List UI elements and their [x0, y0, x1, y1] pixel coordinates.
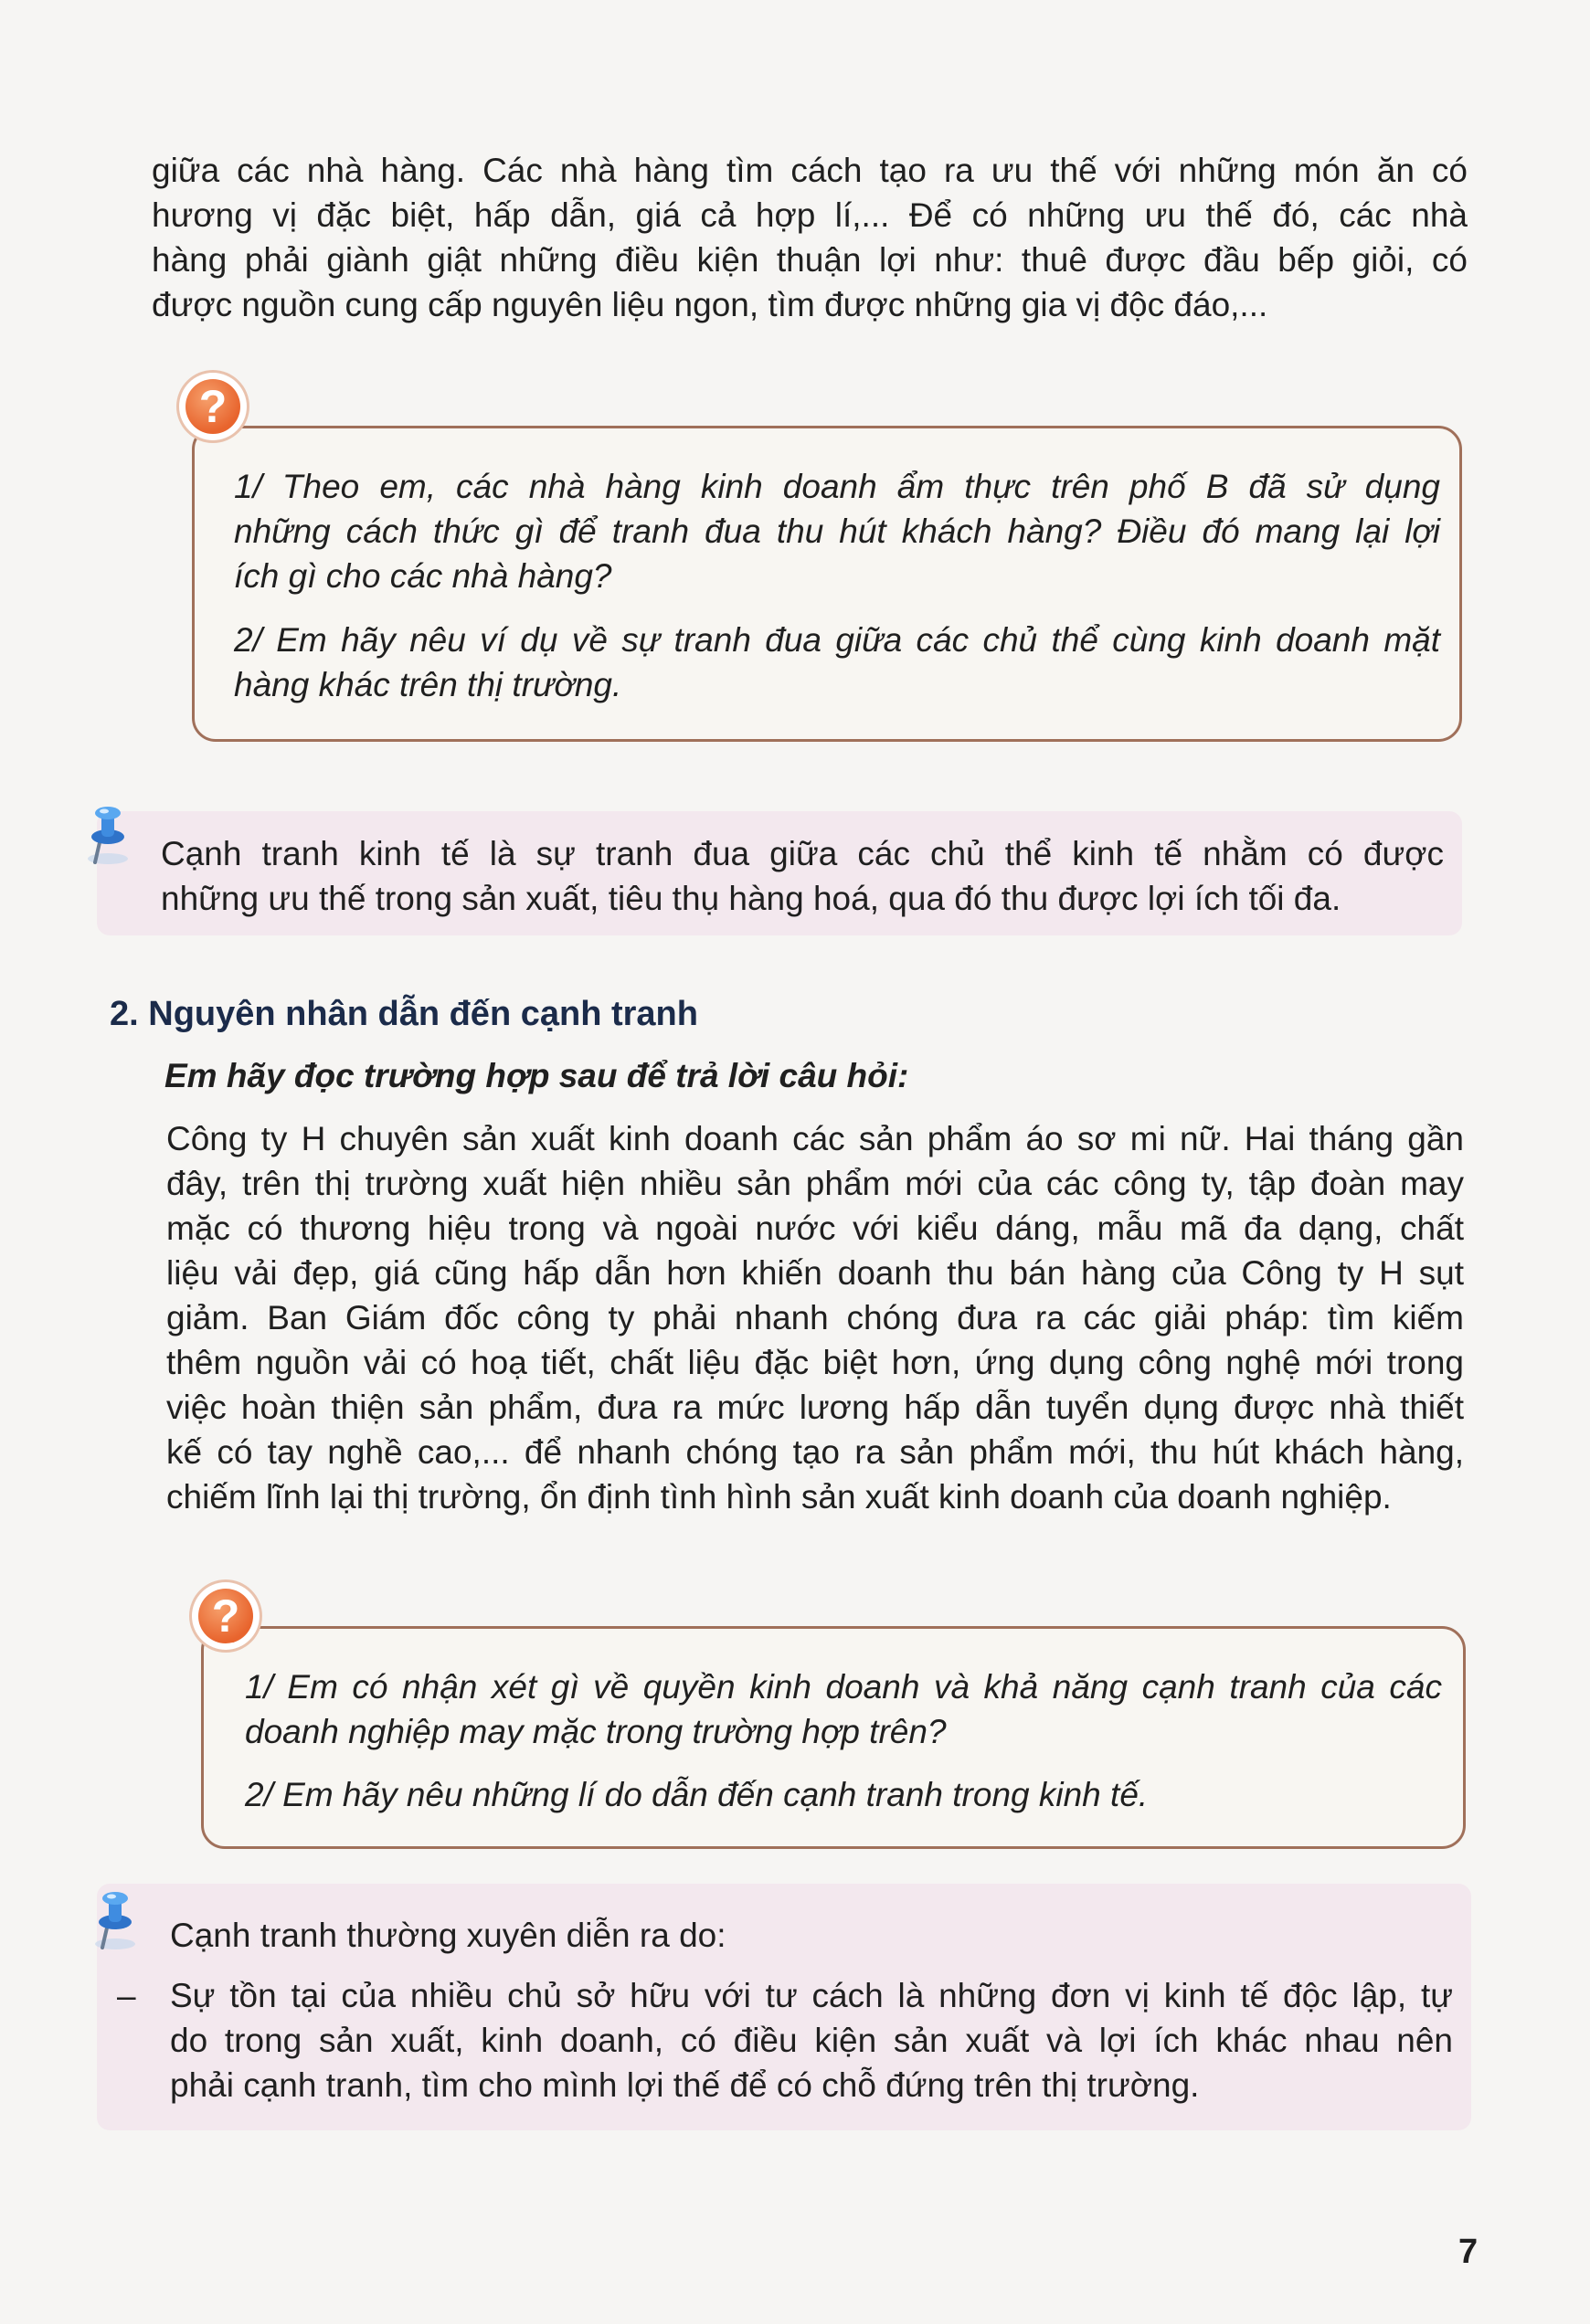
summary-line: Cạnh tranh kinh tế là sự tranh đua giữa các chủ thể kinh tế nhằm có được [161, 835, 1444, 872]
question-2-1-text [245, 1664, 1442, 1754]
page-number: 7 [1458, 2233, 1479, 2271]
bullet-line: do trong sản xuất, kinh doanh, có điều kiện sản xuất và lợi ích khác nhau nên [170, 2022, 1453, 2059]
question-line: những cách thức gì để tranh đua thu hút khách hàng? Điều đó mang lại lợi [234, 512, 1440, 550]
case-line: đây, trên thị trường xuất hiện nhiều sản phẩm mới của các công ty, tập đoàn may [166, 1165, 1464, 1202]
section-heading: 2. Nguyên nhân dẫn đến cạnh tranh [110, 995, 698, 1033]
question-line: 2/ Em hãy nêu ví dụ về sự tranh đua giữa các chủ thể cùng kinh doanh mặt [234, 621, 1440, 659]
case-line: kế có tay nghề cao,... để nhanh chóng tạo ra sản phẩm mới, thu hút khách hàng, [166, 1433, 1464, 1471]
question-mark-icon [179, 373, 247, 440]
question-line: doanh nghiệp may mặc trong trường hợp trên? [245, 1713, 947, 1750]
question-2-text [234, 618, 1440, 707]
intro-line: hương vị đặc biệt, hấp dẫn, giá cả hợp lí,... Để có những ưu thế đó, các nhà [152, 196, 1468, 234]
case-line: Công ty H chuyên sản xuất kinh doanh các sản phẩm áo sơ mi nữ. Hai tháng gần [166, 1120, 1464, 1157]
question-line: 1/ Em có nhận xét gì về quyền kinh doanh và khả năng cạnh tranh của các [245, 1668, 1442, 1706]
question-mark-symbol: ? [186, 379, 240, 434]
question-mark-symbol: ? [198, 1589, 253, 1643]
question-line: 2/ Em hãy nêu những lí do dẫn đến cạnh tranh trong kinh tế. [245, 1776, 1149, 1813]
question-line: 1/ Theo em, các nhà hàng kinh doanh ẩm thực trên phố B đã sử dụng [234, 468, 1440, 505]
case-line: thêm nguồn vải có hoạ tiết, chất liệu đặc biệt hơn, ứng dụng công nghệ mới trong [166, 1344, 1464, 1381]
question-line: hàng khác trên thị trường. [234, 666, 622, 703]
case-line: việc hoàn thiện sản phẩm, đưa ra mức lương hấp dẫn tuyển dụng được nhà thiết [166, 1389, 1464, 1426]
pushpin-icon [80, 802, 132, 868]
question-mark-icon [192, 1582, 260, 1650]
summary-1-text [161, 831, 1444, 921]
pushpin-icon [88, 1887, 139, 1953]
question-line: ích gì cho các nhà hàng? [234, 557, 612, 595]
question-2-2-text [245, 1772, 1442, 1817]
bullet-line: Sự tồn tại của nhiều chủ sở hữu với tư cách là những đơn vị kinh tế độc lập, tự [170, 1977, 1453, 2014]
question-1-text [234, 464, 1440, 598]
intro-line: được nguồn cung cấp nguyên liệu ngon, tìm được những gia vị độc đáo,... [152, 286, 1268, 323]
case-line: giảm. Ban Giám đốc công ty phải nhanh chóng đưa ra các giải pháp: tìm kiếm [166, 1299, 1464, 1336]
case-paragraph [166, 1116, 1464, 1519]
intro-line: giữa các nhà hàng. Các nhà hàng tìm cách tạo ra ưu thế với những món ăn có [152, 152, 1468, 189]
intro-paragraph [152, 148, 1468, 327]
case-line: mặc có thương hiệu trong và ngoài nước với kiểu dáng, mẫu mã đa dạng, chất [166, 1210, 1464, 1247]
summary-2-intro: Cạnh tranh thường xuyên diễn ra do: [170, 1917, 726, 1954]
section-instruction: Em hãy đọc trường hợp sau để trả lời câu hỏi: [164, 1057, 909, 1094]
case-line: liệu vải đẹp, giá cũng hấp dẫn hơn khiến doanh thu bán hàng của Công ty H sụt [166, 1254, 1464, 1292]
bullet-dash: – [117, 1977, 136, 2014]
summary-line: những ưu thế trong sản xuất, tiêu thụ hàng hoá, qua đó thu được lợi ích tối đa. [161, 880, 1341, 917]
case-line: chiếm lĩnh lại thị trường, ổn định tình hình sản xuất kinh doanh của doanh nghiệp. [166, 1478, 1392, 1516]
intro-line: hàng phải giành giật những điều kiện thuận lợi như: thuê được đầu bếp giỏi, có [152, 241, 1468, 279]
summary-2-bullet [170, 1973, 1453, 2107]
bullet-line: phải cạnh tranh, tìm cho mình lợi thế để có chỗ đứng trên thị trường. [170, 2066, 1200, 2104]
